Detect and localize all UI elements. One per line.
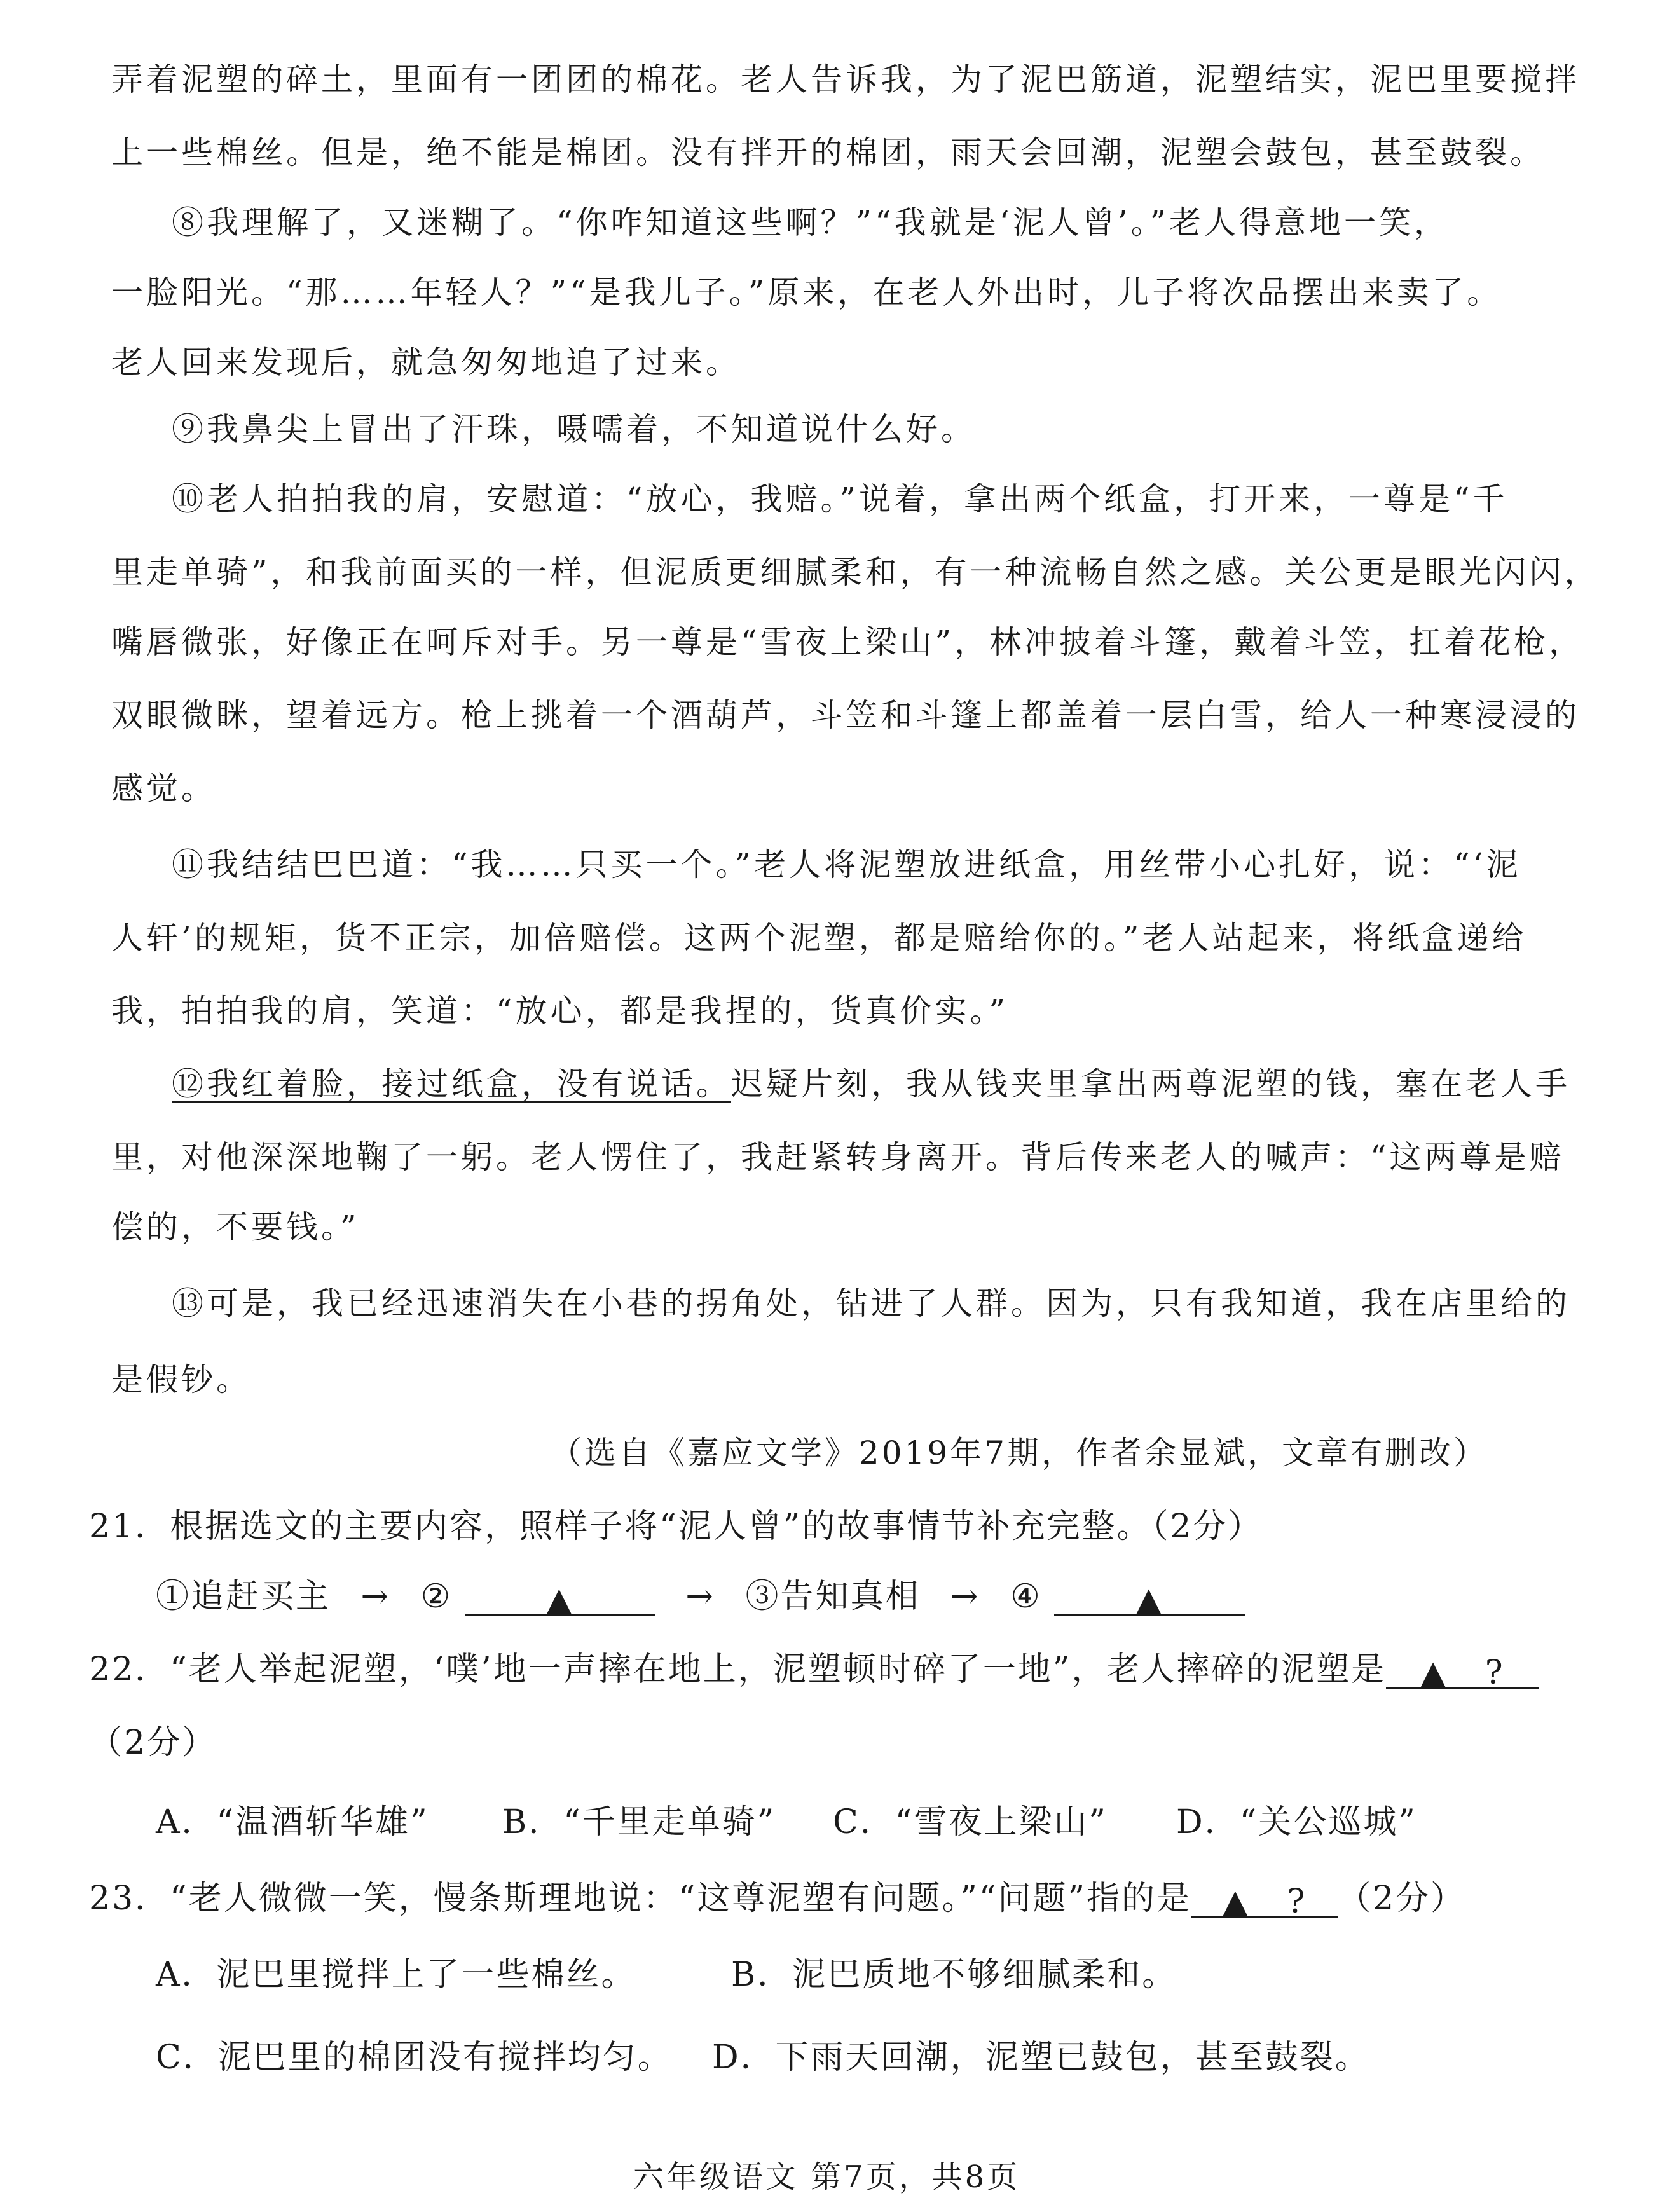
passage-line-rest: 迟疑片刻，我从钱夹里拿出两尊泥塑的钱，塞在老人手 bbox=[731, 1066, 1570, 1103]
passage-line: 弄着泥塑的碎土，里面有一团团的棉花。老人告诉我，为了泥巴筋道，泥塑结实，泥巴里要搅拌 bbox=[111, 61, 1580, 98]
question-23-option-d[interactable]: D．下雨天回潮，泥塑已鼓包，甚至鼓裂。 bbox=[712, 2038, 1370, 2077]
arrow-icon: → bbox=[950, 1577, 980, 1616]
passage-line: 嘴唇微张，好像正在呵斥对手。另一尊是“雪夜上梁山”，林冲披着斗篷，戴着斗笠，扛着花枪， bbox=[111, 624, 1584, 661]
question-22-score: （2分） bbox=[89, 1724, 217, 1762]
question-22-option-d[interactable]: D．“关公巡城” bbox=[1176, 1803, 1417, 1841]
plot-step-2-label: ② bbox=[420, 1577, 453, 1616]
passage-line: ⑪我结结巴巴道：“我……只买一个。”老人将泥塑放进纸盒，用丝带小心扎好，说：“‘泥 bbox=[172, 846, 1521, 883]
passage-line: 里，对他深深地鞠了一躬。老人愣住了，我赶紧转身离开。背后传来老人的喊声：“这两尊是赔 bbox=[111, 1139, 1565, 1176]
triangle-mark-icon: ▲ bbox=[1222, 1883, 1250, 1921]
question-23-option-b[interactable]: B．泥巴质地不够细腻柔和。 bbox=[731, 1956, 1177, 1994]
question-22-stem-line bbox=[89, 1650, 1539, 1692]
question-22-stem: 22．“老人举起泥塑，‘噗’地一声摔在地上，泥塑顿时碎了一地”，老人摔碎的泥塑是 bbox=[89, 1651, 1387, 1689]
passage-line: ⑬可是，我已经迅速消失在小巷的拐角处，钻进了人群。因为，只有我知道，我在店里给的 bbox=[172, 1285, 1570, 1322]
question-23-option-c[interactable]: C．泥巴里的棉团没有搅拌均匀。 bbox=[156, 2038, 673, 2077]
page-footer: 六年级语文 第7页，共8页 bbox=[633, 2159, 1020, 2195]
arrow-icon: → bbox=[360, 1577, 391, 1616]
passage-line: 老人回来发现后，就急匆匆地追了过来。 bbox=[111, 344, 741, 381]
plot-step-4-blank[interactable] bbox=[1054, 1580, 1245, 1619]
passage-line: 感觉。 bbox=[111, 770, 216, 807]
passage-line: 是假钞。 bbox=[111, 1361, 251, 1398]
plot-step-4-label: ④ bbox=[1010, 1577, 1042, 1616]
question-23-option-a[interactable]: A．泥巴里搅拌上了一些棉丝。 bbox=[156, 1956, 636, 1994]
question-22-option-c[interactable]: C．“雪夜上梁山” bbox=[833, 1803, 1108, 1841]
question-23-stem-line bbox=[89, 1879, 1466, 1921]
plot-step-1: ①追赶买主 bbox=[156, 1577, 331, 1616]
passage-line: ⑩老人拍拍我的肩，安慰道：“放心，我赔。”说着，拿出两个纸盒，打开来，一尊是“千 bbox=[172, 481, 1508, 518]
plot-step-2-blank[interactable] bbox=[465, 1580, 655, 1619]
question-23-stem: 23．“老人微微一笑，慢条斯理地说：“这尊泥塑有问题。”“问题”指的是 bbox=[89, 1879, 1192, 1918]
arrow-icon: → bbox=[685, 1577, 715, 1616]
triangle-mark-icon: ▲ bbox=[1135, 1581, 1163, 1619]
passage-line-12 bbox=[172, 1065, 1570, 1103]
underlined-sentence: ⑫我红着脸，接过纸盒，没有说话。 bbox=[172, 1066, 731, 1103]
question-22-blank[interactable] bbox=[1386, 1653, 1539, 1692]
passage-line: 人轩’的规矩，货不正宗，加倍赔偿。这两个泥塑，都是赔给你的。”老人站起来，将纸盒递给 bbox=[111, 919, 1527, 956]
question-mark: ? bbox=[1287, 1883, 1307, 1921]
passage-line: 我，拍拍我的肩，笑道：“放心，都是我捏的，货真价实。” bbox=[111, 993, 1009, 1029]
question-23-score: （2分） bbox=[1338, 1879, 1466, 1918]
passage-line: 双眼微眯，望着远方。枪上挑着一个酒葫芦，斗笠和斗篷上都盖着一层白雪，给人一种寒浸浸的 bbox=[111, 697, 1580, 734]
passage-line: 里走单骑”，和我前面买的一样，但泥质更细腻柔和，有一种流畅自然之感。关公更是眼光闪闪， bbox=[111, 554, 1600, 591]
plot-step-3: ③告知真相 bbox=[745, 1577, 921, 1616]
question-22-option-a[interactable]: A．“温酒斩华雄” bbox=[156, 1803, 429, 1841]
passage-line: 一脸阳光。“那……年轻人？”“是我儿子。”原来，在老人外出时，儿子将次品摆出来卖了。 bbox=[111, 274, 1502, 311]
passage-line: ⑧我理解了，又迷糊了。“你咋知道这些啊？”“我就是‘泥人曾’。”老人得意地一笑， bbox=[172, 204, 1450, 241]
passage-line: 上一些棉丝。但是，绝不能是棉团。没有拌开的棉团，雨天会回潮，泥塑会鼓包，甚至鼓裂。 bbox=[111, 134, 1545, 171]
triangle-mark-icon: ▲ bbox=[1420, 1654, 1448, 1692]
question-22-option-b[interactable]: B．“千里走单骑” bbox=[502, 1803, 776, 1841]
passage-line: 偿的，不要钱。” bbox=[111, 1209, 360, 1246]
triangle-mark-icon: ▲ bbox=[546, 1581, 574, 1619]
question-21-flow bbox=[156, 1577, 1245, 1619]
passage-line: ⑨我鼻尖上冒出了汗珠，嗫嚅着，不知道说什么好。 bbox=[172, 411, 976, 448]
question-21-stem: 21．根据选文的主要内容，照样子将“泥人曾”的故事情节补充完整。（2分） bbox=[89, 1508, 1263, 1546]
question-mark: ? bbox=[1485, 1654, 1505, 1692]
question-23-blank[interactable] bbox=[1191, 1882, 1338, 1921]
passage-source: （选自《嘉应文学》2019年7期，作者余显斌，文章有删改） bbox=[549, 1434, 1488, 1471]
